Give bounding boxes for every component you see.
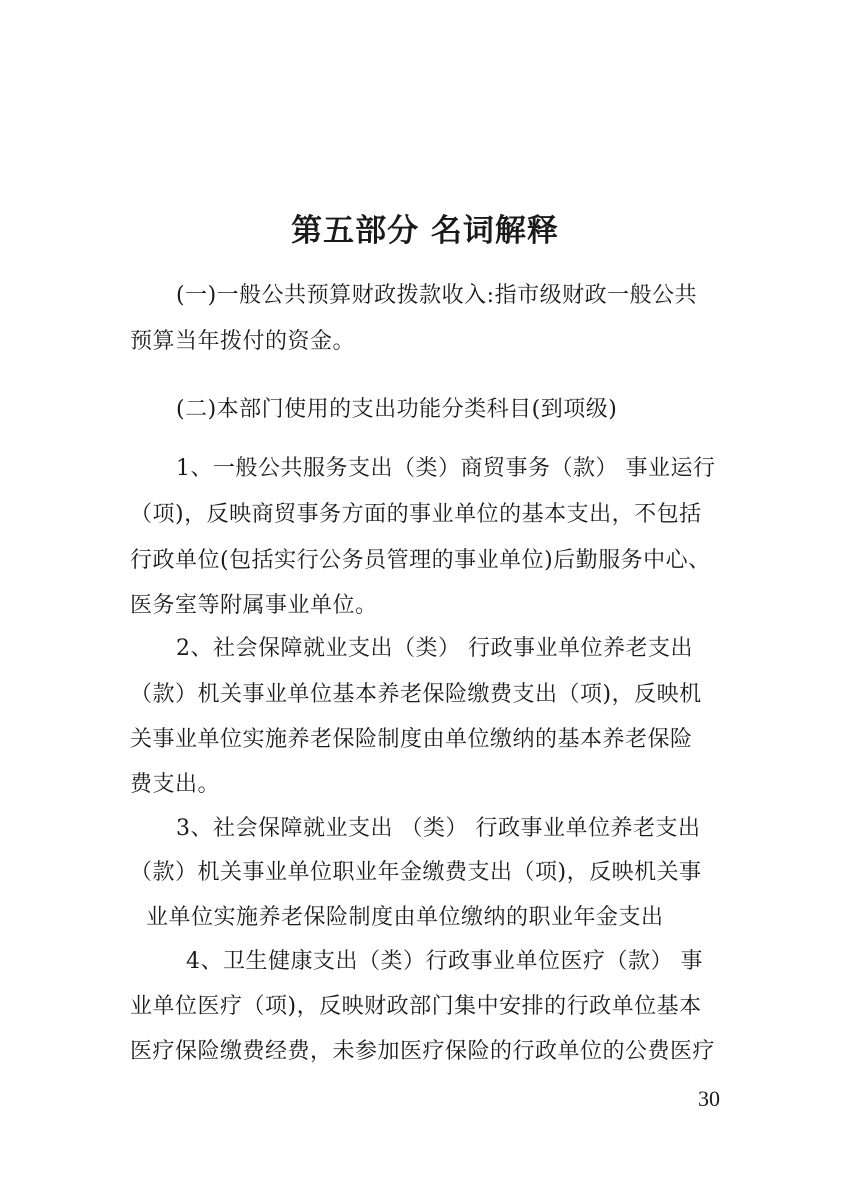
text-line: 业单位实施养老保险制度由单位缴纳的职业年金支出 — [146, 905, 664, 930]
text-line: (二)本部门使用的支出功能分类科目(到项级) — [176, 397, 618, 422]
text-line: (一)一般公共预算财政拨款收入:指市级财政一般公共 — [176, 283, 698, 308]
text-line: 医疗保险缴费经费，未参加医疗保险的行政单位的公费医疗 — [130, 1039, 716, 1064]
text-line: 1、一般公共服务支出（类）商贸事务（款） 事业运行 — [176, 456, 716, 481]
text-line: 3、社会保障就业支出 （类） 行政事业单位养老支出 — [176, 816, 701, 841]
text-line: 关事业单位实施养老保险制度由单位缴纳的基本养老保险 — [130, 727, 693, 752]
text-line: 4、卫生健康支出（类）行政事业单位医疗（款） 事 — [186, 949, 703, 974]
text-line: （项)，反映商贸事务方面的事业单位的基本支出，不包括 — [130, 502, 702, 527]
page-number: 30 — [698, 1086, 720, 1111]
text-line: （款）机关事业单位基本养老保险缴费支出（项)，反映机 — [130, 682, 702, 707]
text-line: 预算当年拨付的资金。 — [130, 329, 356, 354]
text-line: 业单位医疗（项)，反映财政部门集中安排的行政单位基本 — [130, 994, 702, 1019]
text-line: （款）机关事业单位职业年金缴费支出（项)，反映机关事 — [130, 860, 702, 885]
text-line: 行政单位(包括实行公务员管理的事业单位)后勤服务中心、 — [130, 548, 711, 573]
text-line: 医务室等附属事业单位。 — [130, 593, 378, 618]
page-title: 第五部分 名词解释 — [291, 213, 559, 249]
text-line: 费支出。 — [130, 772, 221, 797]
text-line: 2、社会保障就业支出（类） 行政事业单位养老支出 — [176, 636, 693, 661]
